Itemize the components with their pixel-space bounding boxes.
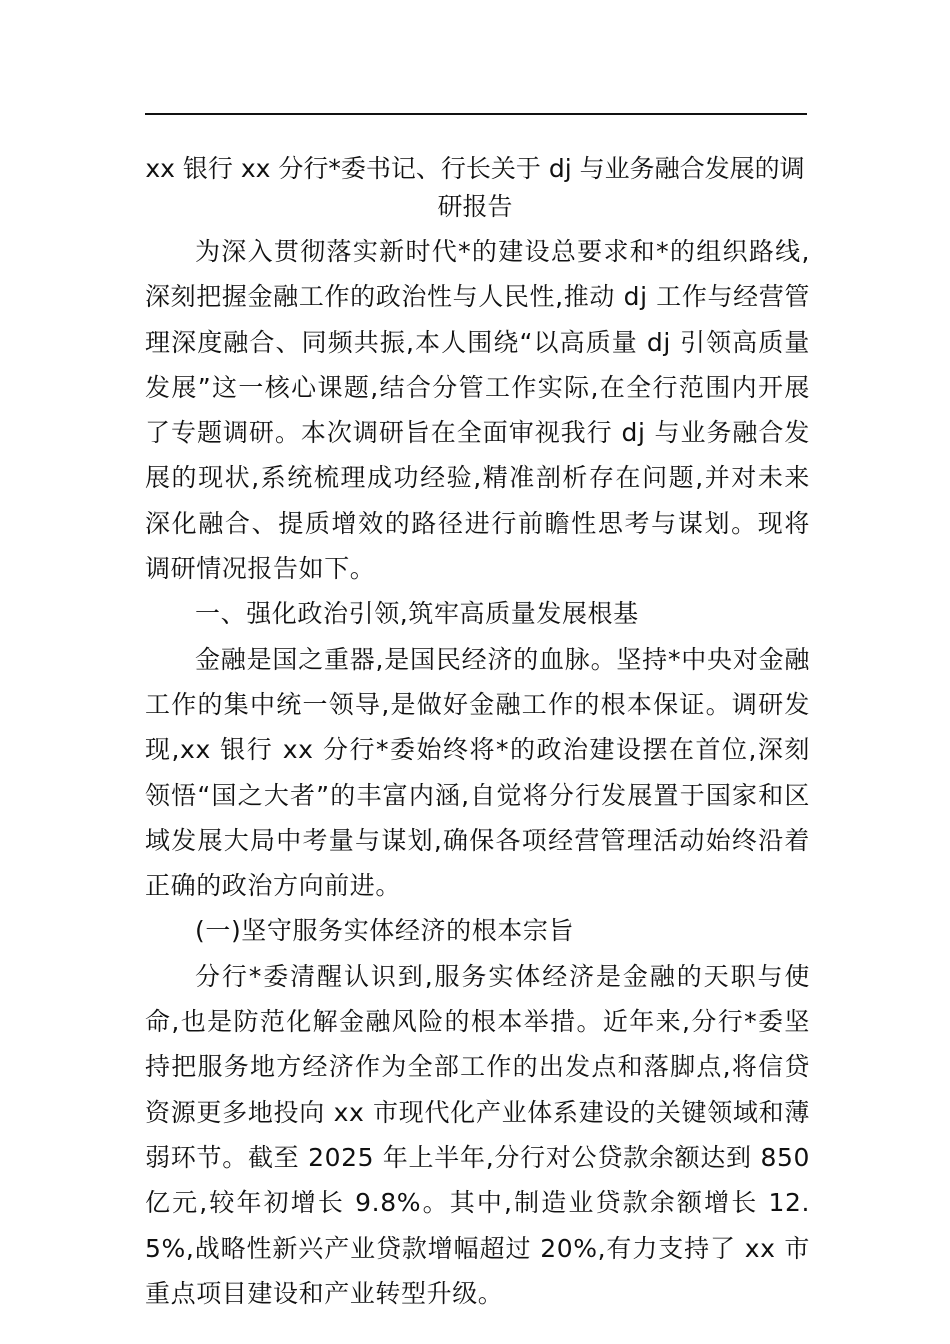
header-rule — [145, 113, 807, 115]
subsection-1-paragraph: 分行*委清醒认识到,服务实体经济是金融的天职与使命,也是防范化解金融风险的根本举措。近年来,分行*委坚持把服务地方经济作为全部工作的出发点和落脚点,将信贷资源更多地投向 xx 市现代化产业体系建设的关键领域和薄弱环节。截至 2025 年上半年,分行对公贷款余额达到 850 亿元,较年初增长 9.8%。其中,制造业贷款余额增长 12.5%,战略性新兴产业贷款增幅超过 20%,有力支持了 xx 市重点项目建设和产业转型升级。 — [145, 961, 810, 1308]
section-1-paragraph: 金融是国之重器,是国民经济的血脉。坚持*中央对金融工作的集中统一领导,是做好金融工作的根本保证。调研发现,xx 银行 xx 分行*委始终将*的政治建设摆在首位,深刻领悟“国之大者”的丰富内涵,自觉将分行发展置于国家和区域发展大局中考量与谋划,确保各项经营管理活动始终沿着正确的政治方向前进。 — [145, 644, 810, 901]
subsection-heading-1: (一)坚守服务实体经济的根本宗旨 — [195, 916, 575, 946]
document-body — [145, 229, 810, 1316]
document-title: xx 银行 xx 分行*委书记、行长关于 dj 与业务融合发展的调研报告 — [145, 154, 805, 221]
intro-paragraph: 为深入贯彻落实新时代*的建设总要求和*的组织路线,深刻把握金融工作的政治性与人民性,推动 dj 工作与经营管理深度融合、同频共振,本人围绕“以高质量 dj 引领高质量发展”这一核心课题,结合分管工作实际,在全行范围内开展了专题调研。本次调研旨在全面审视我行 dj 与业务融合发展的现状,系统梳理成功经验,精准剖析存在问题,并对未来深化融合、提质增效的路径进行前瞻性思考与谋划。现将调研情况报告如下。 — [145, 237, 810, 584]
section-heading-1: 一、强化政治引领,筑牢高质量发展根基 — [195, 599, 639, 629]
